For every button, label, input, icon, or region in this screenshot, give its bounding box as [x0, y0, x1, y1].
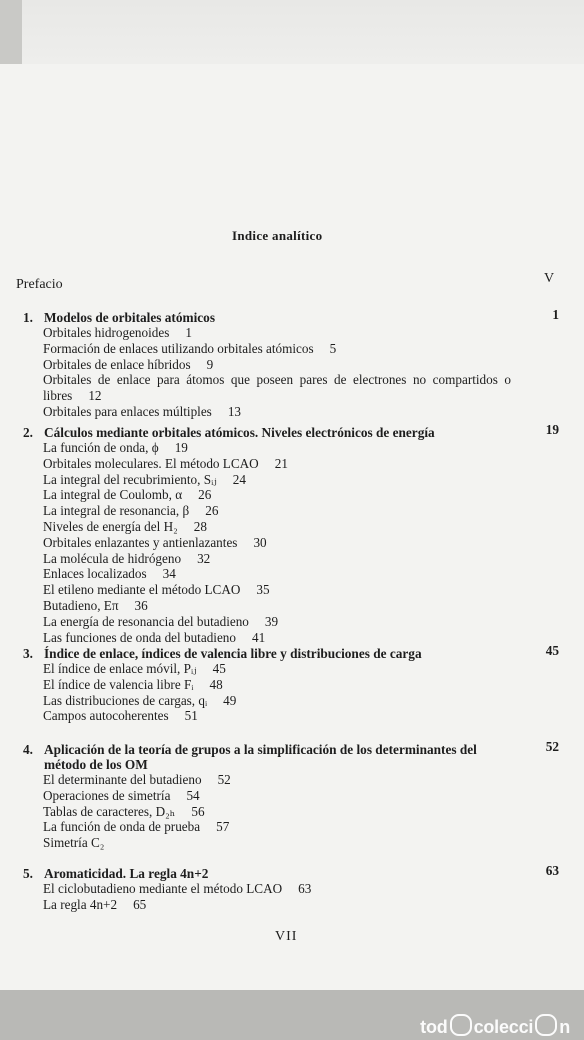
toc-entry: [43, 440, 563, 456]
entry-text: Las distribuciones de cargas, qᵢ: [43, 692, 208, 708]
entry-page-number: 48: [209, 676, 223, 692]
toc-entry: [43, 566, 563, 582]
entry-text: Orbitales hidrogenoides: [43, 325, 170, 340]
toc-entry: [43, 708, 563, 724]
entry-text: El índice de enlace móvil, Pᵢⱼ: [43, 661, 197, 676]
entry-text: Orbitales moleculares. El método LCAO: [43, 455, 259, 471]
entry-page-number: 45: [212, 661, 226, 676]
entry-text: El ciclobutadieno mediante el método LCAO: [43, 881, 283, 896]
entry-page-number: 1: [185, 325, 192, 340]
chapter-page-number: 1: [552, 307, 559, 322]
chapter-title: Aplicación de la teoría de grupos a la simplificación de los determinantes del método de los OM: [44, 742, 477, 772]
entry-text: La integral de resonancia, β: [43, 503, 190, 519]
watermark-logo: tod colecci n: [420, 1014, 570, 1038]
entry-page-number: 24: [232, 471, 246, 487]
entry-page-number: 54: [186, 787, 200, 803]
chapter-3: [23, 643, 563, 724]
entry-text: La regla 4n+2: [43, 896, 118, 912]
entry-page-number: 36: [134, 597, 148, 613]
toc-entry: [43, 598, 563, 614]
chapter-number: 2.: [23, 425, 33, 440]
toc-entry: [43, 819, 563, 835]
toc-entry: [43, 661, 563, 677]
entry-text: Tablas de caracteres, D₂ₕ: [43, 803, 176, 819]
toc-entry: [43, 614, 563, 630]
page-number: VII: [275, 929, 298, 944]
entry-text: El índice de valencia libre Fᵢ: [43, 676, 194, 692]
coin-icon: [450, 1014, 472, 1036]
chapter-title: Aromaticidad. La regla 4n+2: [44, 866, 209, 881]
chapter-page-number: 45: [545, 643, 559, 658]
prefacio-page-number: V: [544, 271, 555, 286]
entry-page-number: 63: [298, 881, 312, 896]
entry-page-number: 32: [197, 550, 211, 566]
chapter-heading: [23, 863, 563, 881]
entry-text: Campos autocoherentes: [43, 708, 169, 724]
entry-text: La integral del recubrimiento, Sᵢⱼ: [43, 471, 217, 487]
entry-page-number: 41: [252, 629, 266, 645]
entry-list: [43, 772, 563, 851]
entry-text: Orbitales de enlace para átomos que poseen pares de electrones no compartidos o libres: [43, 372, 511, 404]
entry-page-number: 34: [162, 566, 176, 582]
entry-page-number: 30: [253, 534, 267, 550]
coin-icon: [535, 1014, 557, 1036]
toc-entry: [43, 456, 563, 472]
previous-page-edge: [22, 0, 584, 64]
toc-entry: [43, 487, 563, 503]
entry-text: Operaciones de simetría: [43, 787, 171, 803]
toc-entry: [43, 535, 563, 551]
toc-entry: [43, 693, 563, 709]
entry-text: Butadieno, Eπ: [43, 597, 119, 613]
entry-text: La integral de Coulomb, α: [43, 487, 183, 503]
entry-text: El determinante del butadieno: [43, 772, 202, 787]
chapter-heading: [23, 739, 563, 772]
entry-page-number: 35: [256, 582, 270, 598]
chapter-heading: [23, 643, 563, 661]
entry-text: Orbitales enlazantes y antienlazantes: [43, 534, 238, 550]
entry-page-number: 9: [206, 356, 214, 372]
entry-page-number: 12: [88, 388, 102, 404]
entry-page-number: 26: [198, 487, 212, 503]
page-shadow: [0, 0, 22, 64]
toc-entry: [43, 804, 563, 820]
toc-entry: [43, 772, 563, 788]
chapter-page-number: 19: [545, 422, 559, 437]
entry-list: [43, 881, 563, 913]
entry-page-number: 26: [205, 503, 219, 519]
entry-text: La energía de resonancia del butadieno: [43, 613, 249, 629]
entry-text: Niveles de energía del H₂: [43, 518, 178, 534]
chapter-1: [23, 307, 563, 420]
chapter-2: [23, 422, 563, 645]
entry-text: El etileno mediante el método LCAO: [43, 582, 241, 598]
entry-page-number: 13: [227, 403, 241, 419]
entry-list: [43, 325, 563, 420]
toc-entry: [43, 630, 563, 646]
chapter-5: [23, 863, 563, 913]
entry-page-number: 39: [264, 613, 279, 629]
chapter-number: 5.: [23, 866, 33, 881]
entry-text: Simetría C₂: [43, 835, 105, 851]
toc-entry: [43, 372, 511, 404]
chapter-heading: [23, 307, 563, 325]
chapter-title: Cálculos mediante orbitales atómicos. Niveles electrónicos de energía: [44, 425, 435, 440]
toc-entry: [43, 551, 563, 567]
page-title: Indice analítico: [232, 228, 323, 243]
toc-entry: [43, 835, 563, 851]
chapter-page-number: 63: [545, 863, 559, 878]
toc-entry: [43, 404, 563, 420]
entry-text: Orbitales de enlace híbridos: [43, 356, 191, 372]
toc-entry: [43, 357, 563, 373]
entry-page-number: 56: [191, 803, 205, 819]
prefacio-label: Prefacio: [16, 277, 63, 292]
entry-text: Formación de enlaces utilizando orbitales atómicos: [43, 340, 314, 356]
entry-page-number: 52: [217, 772, 231, 787]
toc-entry: [43, 325, 563, 341]
toc-entry: [43, 503, 563, 519]
toc-entry: [43, 341, 563, 357]
entry-page-number: 57: [216, 819, 230, 835]
chapter-title: Modelos de orbitales atómicos: [44, 310, 215, 325]
toc-entry: [43, 788, 563, 804]
entry-text: La función de onda de prueba: [43, 819, 201, 835]
entry-page-number: 49: [223, 692, 237, 708]
toc-entry: [43, 519, 563, 535]
entry-page-number: 28: [193, 518, 207, 534]
toc-entry: [43, 582, 563, 598]
chapter-number: 3.: [23, 646, 33, 661]
entry-text: Orbitales para enlaces múltiples: [43, 403, 212, 419]
entry-page-number: 65: [133, 896, 147, 912]
entry-text: Las funciones de onda del butadieno: [43, 629, 236, 645]
chapter-page-number: 52: [545, 739, 559, 754]
entry-page-number: 19: [174, 440, 188, 455]
toc-entry: [43, 677, 563, 693]
toc-entry: [43, 881, 563, 897]
entry-list: [43, 661, 563, 724]
toc-entry: [43, 897, 563, 913]
chapter-4: [23, 739, 563, 851]
entry-text: La molécula de hidrógeno: [43, 550, 182, 566]
entry-page-number: 51: [184, 708, 198, 724]
entry-text: La función de onda, ϕ: [43, 440, 159, 455]
entry-page-number: 21: [274, 455, 288, 471]
chapter-heading: [23, 422, 563, 440]
toc-entry: [43, 472, 563, 488]
entry-list: [43, 440, 563, 645]
chapter-number: 4.: [23, 742, 33, 757]
entry-text: Enlaces localizados: [43, 566, 147, 582]
entry-page-number: 5: [329, 340, 337, 356]
chapter-number: 1.: [23, 310, 33, 325]
chapter-title: Índice de enlace, índices de valencia libre y distribuciones de carga: [44, 646, 422, 661]
